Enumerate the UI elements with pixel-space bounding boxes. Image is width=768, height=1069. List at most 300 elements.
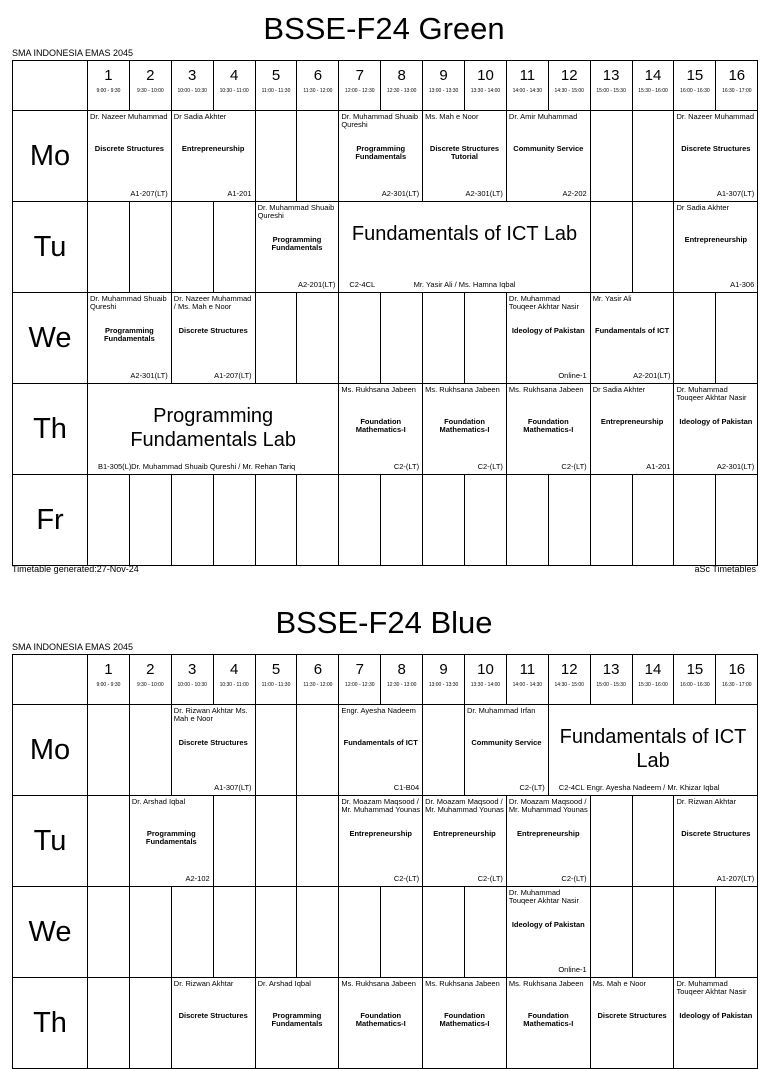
room-label: C2-(LT) bbox=[561, 874, 587, 883]
period-number: 3 bbox=[188, 67, 197, 84]
period-number: 5 bbox=[271, 67, 281, 84]
day-row bbox=[13, 202, 758, 293]
empty-slot bbox=[423, 293, 465, 384]
empty-slot bbox=[339, 293, 381, 384]
class-session bbox=[423, 796, 507, 887]
session-content bbox=[88, 293, 171, 383]
period-time: 13:30 - 14:00 bbox=[470, 682, 501, 688]
teacher-name: Ms. Rukhsana Jabeen bbox=[508, 385, 584, 394]
period-time: 11:30 - 12:00 bbox=[303, 682, 333, 688]
period-time: 10:00 - 10:30 bbox=[177, 88, 207, 94]
period-time: 14:00 - 14:30 bbox=[512, 682, 543, 688]
teacher-name: Dr. Muhammad Touqeer Akhtar Nasir bbox=[676, 385, 747, 402]
empty-slot bbox=[171, 475, 213, 566]
lab-session bbox=[548, 705, 757, 796]
period-time: 16:00 - 16:30 bbox=[680, 88, 710, 94]
day-label: Th bbox=[13, 978, 88, 1069]
period-header bbox=[465, 655, 507, 705]
empty-slot bbox=[716, 475, 758, 566]
period-number: 14 bbox=[644, 661, 662, 678]
timetable-grid bbox=[12, 60, 758, 566]
subject-name: Entrepreneurship bbox=[600, 417, 664, 426]
room-label: A2-301(LT) bbox=[130, 371, 168, 380]
empty-slot bbox=[88, 796, 130, 887]
period-header bbox=[129, 61, 171, 111]
class-session bbox=[506, 978, 590, 1069]
teacher-name: Dr. Moazam Maqsood / Mr. Muhammad Younas bbox=[425, 797, 504, 814]
subject-name: Discrete Structures bbox=[681, 829, 751, 838]
room-label: Online-1 bbox=[558, 371, 587, 380]
subject-name: Fundamentals of ICT Lab bbox=[559, 726, 747, 772]
period-time: 11:00 - 11:30 bbox=[261, 682, 291, 688]
teacher-name: Mr. Yasir Ali bbox=[592, 294, 632, 303]
empty-slot bbox=[590, 887, 632, 978]
teacher-name: Ms. Rukhsana Jabeen bbox=[425, 385, 500, 394]
period-time: 12:00 - 12:30 bbox=[345, 682, 375, 688]
period-time: 15:00 - 15:30 bbox=[596, 682, 626, 688]
period-number: 4 bbox=[229, 661, 239, 678]
empty-slot bbox=[381, 475, 423, 566]
period-time: 12:30 - 13:00 bbox=[386, 88, 417, 94]
period-number: 7 bbox=[355, 661, 364, 678]
day-row bbox=[13, 887, 758, 978]
empty-slot bbox=[88, 202, 130, 293]
subject-name: Entrepreneurship bbox=[433, 829, 496, 838]
day-row bbox=[13, 384, 758, 475]
period-time: 13:00 - 13:30 bbox=[428, 88, 459, 94]
subject-name: Discrete Structures bbox=[178, 326, 248, 335]
subject-name: Entrepreneurship bbox=[181, 144, 245, 153]
subject-name: Programming Fundamentals bbox=[271, 1011, 323, 1028]
period-number: 9 bbox=[439, 661, 448, 678]
empty-slot bbox=[548, 475, 590, 566]
period-header-row bbox=[13, 655, 758, 705]
empty-slot bbox=[632, 202, 674, 293]
empty-slot bbox=[674, 887, 716, 978]
subject-name: Discrete Structures bbox=[681, 144, 751, 153]
period-number: 7 bbox=[355, 67, 364, 84]
day-label: We bbox=[13, 887, 88, 978]
room-label: C2-(LT) bbox=[519, 783, 545, 792]
room-label: C2-(LT) bbox=[393, 462, 420, 471]
teacher-name: Dr. Muhammad Shuaib Qureshi / Mr. Rehan Tariq bbox=[131, 462, 296, 471]
session-content bbox=[339, 978, 422, 1068]
empty-slot bbox=[255, 705, 297, 796]
empty-slot bbox=[716, 293, 758, 384]
day-label: We bbox=[13, 293, 88, 384]
teacher-name: Dr. Rizwan Akhtar bbox=[173, 979, 234, 988]
period-header bbox=[716, 655, 758, 705]
empty-slot bbox=[88, 475, 130, 566]
period-number: 9 bbox=[439, 67, 448, 84]
subject-name: Fundamentals of ICT bbox=[594, 326, 670, 335]
teacher-name: Dr. Moazam Maqsood / Mr. Muhammad Younas bbox=[341, 797, 421, 814]
period-header bbox=[632, 61, 674, 111]
empty-slot bbox=[423, 887, 465, 978]
period-header bbox=[632, 655, 674, 705]
teacher-name: Dr Sadia Akhter bbox=[676, 203, 729, 212]
subject-name: Discrete Structures bbox=[178, 1011, 248, 1020]
generated-note: Timetable generated:27-Nov-24 bbox=[12, 564, 139, 574]
empty-slot bbox=[129, 887, 171, 978]
teacher-name: Mr. Yasir Ali / Ms. Hamna Iqbal bbox=[413, 280, 516, 289]
period-header bbox=[423, 61, 465, 111]
session-content bbox=[674, 111, 757, 201]
period-header bbox=[506, 61, 548, 111]
class-session bbox=[255, 978, 339, 1069]
subject-name: Ideology of Pakistan bbox=[679, 1011, 753, 1020]
period-time: 12:30 - 13:00 bbox=[386, 682, 417, 688]
period-number: 8 bbox=[397, 67, 406, 84]
class-session bbox=[423, 111, 507, 202]
subject-name: Programming Fundamentals bbox=[145, 829, 197, 846]
subject-name: Programming Fundamentals Lab bbox=[130, 405, 296, 451]
empty-slot bbox=[255, 796, 297, 887]
period-header bbox=[171, 655, 213, 705]
period-header bbox=[339, 655, 381, 705]
teacher-name: Dr. Nazeer Muhammad bbox=[90, 112, 168, 121]
subject-name: Foundation Mathematics-I bbox=[523, 417, 574, 434]
class-session bbox=[339, 111, 423, 202]
session-content bbox=[339, 705, 422, 795]
empty-slot bbox=[674, 293, 716, 384]
corner-cell bbox=[13, 655, 88, 705]
day-label: Th bbox=[13, 384, 88, 475]
subject-name: Discrete Structures bbox=[94, 144, 164, 153]
period-time: 15:30 - 16:00 bbox=[638, 682, 668, 688]
day-label: Fr bbox=[13, 475, 88, 566]
teacher-name: Dr. Muhammad Touqeer Akhtar Nasir bbox=[508, 294, 579, 311]
session-content bbox=[172, 705, 255, 795]
period-number: 15 bbox=[686, 661, 704, 678]
period-time: 9:00 - 9:30 bbox=[96, 88, 121, 94]
room-label: A1-207(LT) bbox=[716, 874, 755, 883]
teacher-name: Dr Sadia Akhter bbox=[173, 112, 227, 121]
period-header bbox=[716, 61, 758, 111]
school-name: SMA INDONESIA EMAS 2045 bbox=[12, 48, 134, 58]
empty-slot bbox=[339, 475, 381, 566]
empty-slot bbox=[129, 705, 171, 796]
room-label: A2-201(LT) bbox=[297, 280, 336, 289]
empty-slot bbox=[213, 475, 255, 566]
period-number: 1 bbox=[104, 661, 113, 678]
subject-name: Discrete Structures bbox=[597, 1011, 667, 1020]
subject-name: Foundation Mathematics-I bbox=[439, 1011, 490, 1028]
day-label: Tu bbox=[13, 796, 88, 887]
empty-slot bbox=[590, 202, 632, 293]
day-label: Mo bbox=[13, 111, 88, 202]
empty-slot bbox=[590, 111, 632, 202]
class-session bbox=[339, 705, 423, 796]
period-header bbox=[88, 61, 130, 111]
period-number: 16 bbox=[728, 67, 746, 84]
period-header bbox=[297, 61, 339, 111]
period-header bbox=[506, 655, 548, 705]
room-label: A1-306 bbox=[730, 280, 755, 289]
class-session bbox=[88, 293, 172, 384]
period-time: 15:30 - 16:00 bbox=[638, 88, 668, 94]
teacher-name: Dr. Arshad Iqbal bbox=[131, 797, 186, 806]
period-number: 11 bbox=[519, 661, 536, 678]
period-number: 16 bbox=[728, 661, 746, 678]
period-header bbox=[423, 655, 465, 705]
period-time: 9:00 - 9:30 bbox=[96, 682, 121, 688]
empty-slot bbox=[716, 887, 758, 978]
empty-slot bbox=[88, 887, 130, 978]
room-label: C2-(LT) bbox=[477, 462, 503, 471]
period-time: 15:00 - 15:30 bbox=[596, 88, 626, 94]
period-number: 2 bbox=[146, 661, 155, 678]
subject-name: Discrete Structures bbox=[178, 738, 248, 747]
class-session bbox=[423, 384, 507, 475]
room-label: A1-207(LT) bbox=[130, 189, 168, 198]
session-content bbox=[507, 887, 590, 977]
session-content bbox=[507, 384, 590, 474]
session-content bbox=[423, 978, 506, 1068]
session-content bbox=[88, 384, 338, 474]
class-session bbox=[506, 293, 590, 384]
period-time: 10:30 - 11:00 bbox=[219, 682, 249, 688]
corner-cell bbox=[13, 61, 88, 111]
class-session bbox=[674, 384, 758, 475]
day-row bbox=[13, 111, 758, 202]
period-time: 11:30 - 12:00 bbox=[303, 88, 333, 94]
teacher-name: Dr. Nazeer Muhammad bbox=[676, 112, 754, 121]
period-number: 10 bbox=[477, 67, 494, 84]
room-label: C1-B04 bbox=[393, 783, 420, 792]
period-time: 14:30 - 15:00 bbox=[554, 88, 584, 94]
session-content bbox=[507, 293, 590, 383]
empty-slot bbox=[297, 111, 339, 202]
session-content bbox=[423, 384, 506, 474]
empty-slot bbox=[632, 111, 674, 202]
lab-session bbox=[339, 202, 590, 293]
session-content bbox=[507, 978, 590, 1068]
teacher-name: Dr. Muhammad Irfan bbox=[467, 706, 536, 715]
class-session bbox=[506, 887, 590, 978]
empty-slot bbox=[129, 978, 171, 1069]
room-label: A1-201 bbox=[227, 189, 252, 198]
period-time: 12:00 - 12:30 bbox=[345, 88, 375, 94]
period-time: 13:00 - 13:30 bbox=[428, 682, 459, 688]
teacher-name: Dr. Rizwan Akhtar Ms. Mah e Noor bbox=[173, 706, 248, 723]
empty-slot bbox=[255, 887, 297, 978]
subject-name: Programming Fundamentals bbox=[355, 144, 407, 161]
period-number: 12 bbox=[560, 67, 578, 84]
period-header bbox=[674, 655, 716, 705]
school-name: SMA INDONESIA EMAS 2045 bbox=[12, 642, 134, 652]
room-label: A1-307(LT) bbox=[716, 189, 755, 198]
teacher-name: Ms. Rukhsana Jabeen bbox=[341, 385, 416, 394]
day-row bbox=[13, 796, 758, 887]
teacher-name: Ms. Rukhsana Jabeen bbox=[508, 979, 584, 988]
room-label: A2-301(LT) bbox=[381, 189, 420, 198]
session-content bbox=[674, 384, 757, 474]
class-session bbox=[255, 202, 339, 293]
period-header bbox=[255, 61, 297, 111]
empty-slot bbox=[381, 293, 423, 384]
teacher-name: Engr. Ayesha Nadeem bbox=[341, 706, 416, 715]
period-number: 6 bbox=[313, 661, 323, 678]
subject-name: Community Service bbox=[513, 144, 584, 153]
empty-slot bbox=[674, 475, 716, 566]
empty-slot bbox=[465, 887, 507, 978]
period-time: 16:30 - 17:00 bbox=[722, 88, 752, 94]
period-header-row bbox=[13, 61, 758, 111]
timetable-title: BSSE-F24 Green bbox=[263, 11, 505, 46]
empty-slot bbox=[423, 475, 465, 566]
room-label: C2-(LT) bbox=[561, 462, 587, 471]
period-number: 8 bbox=[397, 661, 406, 678]
timetable-blue bbox=[0, 594, 768, 1039]
session-content bbox=[423, 111, 506, 201]
period-number: 13 bbox=[602, 661, 620, 678]
class-session bbox=[171, 978, 255, 1069]
day-row bbox=[13, 293, 758, 384]
class-session bbox=[339, 978, 423, 1069]
subject-name: Fundamentals of ICT bbox=[343, 738, 418, 747]
class-session bbox=[171, 293, 255, 384]
teacher-name: Dr. Muhammad Touqeer Akhtar Nasir bbox=[508, 888, 579, 905]
timetable-grid bbox=[12, 654, 758, 1069]
room-label: Online-1 bbox=[558, 965, 587, 974]
period-time: 14:30 - 15:00 bbox=[554, 682, 584, 688]
empty-slot bbox=[213, 887, 255, 978]
teacher-name: Ms. Rukhsana Jabeen bbox=[425, 979, 500, 988]
period-number: 15 bbox=[686, 67, 704, 84]
period-time: 13:30 - 14:00 bbox=[470, 88, 501, 94]
period-time: 10:00 - 10:30 bbox=[177, 682, 207, 688]
period-header bbox=[590, 61, 632, 111]
class-session bbox=[171, 705, 255, 796]
empty-slot bbox=[88, 705, 130, 796]
empty-slot bbox=[381, 887, 423, 978]
empty-slot bbox=[632, 475, 674, 566]
teacher-name: Ms. Mah e Noor bbox=[592, 979, 647, 988]
subject-name: Ideology of Pakistan bbox=[679, 417, 753, 426]
class-session bbox=[506, 111, 590, 202]
teacher-name: Engr. Ayesha Nadeem / Mr. Khizar Iqbal bbox=[586, 783, 720, 792]
empty-slot bbox=[297, 796, 339, 887]
session-content bbox=[591, 978, 674, 1068]
session-content bbox=[339, 111, 422, 201]
period-time: 9:30 - 10:00 bbox=[136, 88, 164, 94]
subject-name: Entrepreneurship bbox=[684, 235, 748, 244]
session-content bbox=[339, 384, 422, 474]
empty-slot bbox=[632, 796, 674, 887]
period-header bbox=[213, 655, 255, 705]
period-header bbox=[297, 655, 339, 705]
class-session bbox=[423, 978, 507, 1069]
session-content bbox=[339, 796, 422, 886]
class-session bbox=[339, 796, 423, 887]
teacher-name: Dr. Arshad Iqbal bbox=[257, 979, 311, 988]
timetable-title: BSSE-F24 Blue bbox=[275, 605, 493, 640]
session-content bbox=[674, 978, 757, 1068]
room-label: A2-201(LT) bbox=[633, 371, 671, 380]
teacher-name: Dr. Muhammad Shuaib Qureshi bbox=[90, 294, 167, 311]
room-label: A2-301(LT) bbox=[716, 462, 755, 471]
subject-name: Ideology of Pakistan bbox=[511, 920, 585, 929]
session-content bbox=[130, 796, 213, 886]
class-session bbox=[506, 796, 590, 887]
empty-slot bbox=[297, 887, 339, 978]
teacher-name: Dr. Rizwan Akhtar bbox=[676, 797, 737, 806]
room-label: C2-4CL bbox=[558, 783, 585, 792]
class-session bbox=[171, 111, 255, 202]
session-content bbox=[674, 202, 757, 292]
period-time: 16:00 - 16:30 bbox=[680, 682, 710, 688]
period-header bbox=[465, 61, 507, 111]
subject-name: Programming Fundamentals bbox=[103, 326, 155, 343]
session-content bbox=[591, 293, 674, 383]
period-header bbox=[339, 61, 381, 111]
period-number: 10 bbox=[477, 661, 494, 678]
empty-slot bbox=[590, 475, 632, 566]
subject-name: Ideology of Pakistan bbox=[511, 326, 585, 335]
session-content bbox=[172, 111, 255, 201]
period-number: 1 bbox=[104, 67, 113, 84]
room-label: A1-201 bbox=[646, 462, 671, 471]
empty-slot bbox=[465, 475, 507, 566]
period-header bbox=[213, 61, 255, 111]
session-content bbox=[256, 978, 339, 1068]
period-header bbox=[674, 61, 716, 111]
teacher-name: Ms. Rukhsana Jabeen bbox=[341, 979, 416, 988]
room-label: A2-102 bbox=[185, 874, 210, 883]
period-number: 6 bbox=[313, 67, 323, 84]
session-content bbox=[507, 111, 590, 201]
subject-name: Programming Fundamentals bbox=[271, 235, 323, 252]
empty-slot bbox=[255, 475, 297, 566]
class-session bbox=[88, 111, 172, 202]
session-content bbox=[465, 705, 548, 795]
subject-name: Discrete Structures Tutorial bbox=[429, 144, 500, 161]
empty-slot bbox=[88, 978, 130, 1069]
class-session bbox=[674, 111, 758, 202]
subject-name: Entrepreneurship bbox=[349, 829, 412, 838]
subject-name: Fundamentals of ICT Lab bbox=[351, 223, 578, 245]
period-number: 5 bbox=[271, 661, 281, 678]
class-session bbox=[674, 978, 758, 1069]
session-content bbox=[674, 796, 757, 886]
session-content bbox=[423, 796, 506, 886]
subject-name: Foundation Mathematics-I bbox=[523, 1011, 574, 1028]
empty-slot bbox=[171, 202, 213, 293]
period-number: 4 bbox=[229, 67, 239, 84]
period-number: 3 bbox=[188, 661, 197, 678]
room-label: A1-207(LT) bbox=[214, 371, 252, 380]
day-row bbox=[13, 475, 758, 566]
period-header bbox=[548, 61, 590, 111]
period-header bbox=[129, 655, 171, 705]
lab-session bbox=[88, 384, 339, 475]
room-label: A2-301(LT) bbox=[465, 189, 503, 198]
room-label: B1-305(L) bbox=[98, 462, 132, 471]
subject-name: Foundation Mathematics-I bbox=[439, 417, 490, 434]
subject-name: Community Service bbox=[471, 738, 542, 747]
subject-name: Foundation Mathematics-I bbox=[355, 417, 406, 434]
teacher-name: Dr. Nazeer Muhammad / Ms. Mah e Noor bbox=[173, 294, 252, 311]
teacher-name: Dr. Muhammad Touqeer Akhtar Nasir bbox=[676, 979, 747, 996]
period-header bbox=[381, 655, 423, 705]
period-time: 11:00 - 11:30 bbox=[261, 88, 291, 94]
class-session bbox=[465, 705, 549, 796]
empty-slot bbox=[465, 293, 507, 384]
day-row bbox=[13, 978, 758, 1069]
class-session bbox=[674, 202, 758, 293]
class-session bbox=[339, 384, 423, 475]
